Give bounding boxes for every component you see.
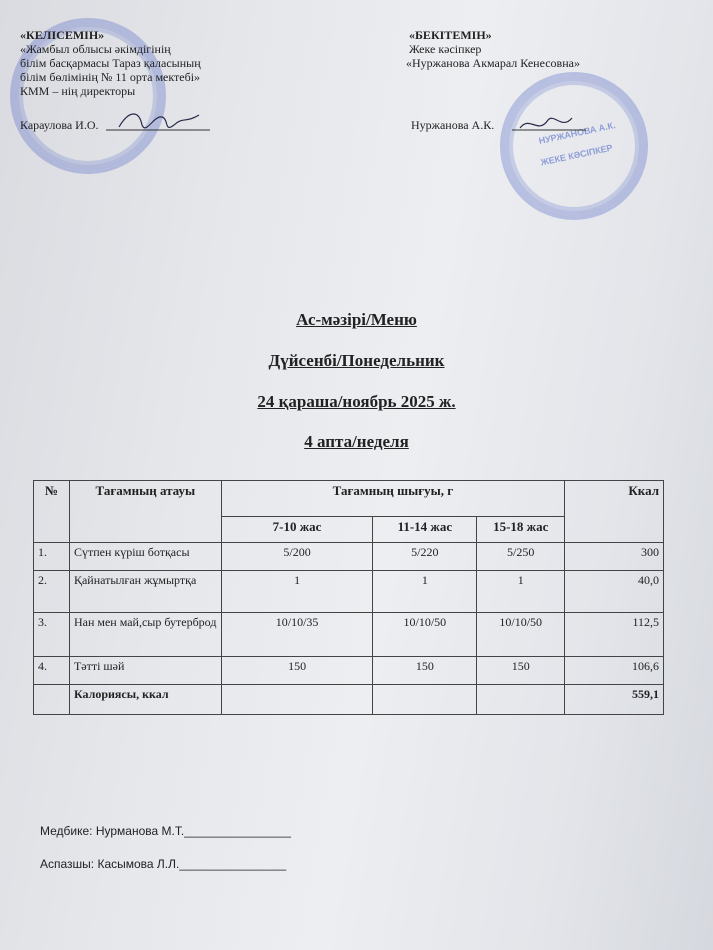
total-empty: [477, 685, 565, 715]
title-week: 4 апта/неделя: [304, 432, 409, 451]
left-header-title: «КЕЛІСЕМІН»: [20, 28, 105, 42]
left-signer: Караулова И.О.: [20, 118, 99, 132]
right-stamp-text1: НУРЖАНОВА А.К.: [537, 119, 617, 147]
row-a2: 5/220: [373, 543, 477, 571]
title-date: 24 қараша/ноябрь 2025 ж.: [257, 392, 456, 411]
total-label: Калориясы, ккал: [69, 685, 221, 715]
table-header-row: [34, 481, 664, 517]
header-kcal: Ккал: [565, 481, 664, 543]
table-row: [34, 571, 664, 613]
left-header-line1: «Жамбыл облысы әкімдігінің: [20, 42, 171, 56]
row-kcal: 40,0: [565, 571, 664, 613]
row-num: 2.: [34, 571, 70, 613]
row-a1: 10/10/35: [221, 613, 373, 657]
row-a3: 1: [477, 571, 565, 613]
left-header-line4: КММ – нің директоры: [20, 84, 136, 98]
total-empty: [221, 685, 373, 715]
row-a3: 5/250: [477, 543, 565, 571]
left-header-line3: білім бөлімінің № 11 орта мектебі»: [20, 70, 201, 84]
row-a2: 150: [373, 657, 477, 685]
row-name: Қайнатылған жұмыртқа: [69, 571, 221, 613]
table-total-row: [34, 685, 664, 715]
row-name: Тәтті шәй: [69, 657, 221, 685]
total-empty: [34, 685, 70, 715]
row-kcal: 112,5: [565, 613, 664, 657]
right-header-line2: «Нуржанова Акмарал Кенесовна»: [406, 56, 580, 70]
right-signature: [510, 110, 590, 140]
right-stamp-text2: ЖЕКЕ КӘСІПКЕР: [539, 142, 614, 168]
header-age3: 15-18 жас: [477, 517, 565, 543]
table-row: [34, 657, 664, 685]
table-row: [34, 613, 664, 657]
row-name: Сүтпен күріш ботқасы: [69, 543, 221, 571]
right-stamp: [500, 72, 648, 220]
header-age2: 11-14 жас: [373, 517, 477, 543]
header-num: №: [34, 481, 70, 543]
row-a3: 10/10/50: [477, 613, 565, 657]
row-kcal: 300: [565, 543, 664, 571]
row-a2: 10/10/50: [373, 613, 477, 657]
title-day: Дүйсенбі/Понедельник: [268, 351, 445, 370]
footer-cook: Аспазшы: Касымова Л.Л.________________: [40, 857, 287, 871]
row-name: Нан мен май,сыр бутерброд: [69, 613, 221, 657]
row-a1: 5/200: [221, 543, 373, 571]
row-num: 4.: [34, 657, 70, 685]
title-menu: Ас-мәзірі/Меню: [296, 310, 417, 329]
left-signature: [104, 105, 214, 140]
row-a2: 1: [373, 571, 477, 613]
footer-nurse: Медбике: Нурманова М.Т.________________: [40, 824, 291, 838]
left-header-line2: білім басқармасы Тараз қаласының: [20, 56, 201, 70]
header-output: Тағамның шығуы, г: [221, 481, 564, 517]
total-value: 559,1: [565, 685, 664, 715]
header-age1: 7-10 жас: [221, 517, 373, 543]
table-row: [34, 543, 664, 571]
row-kcal: 106,6: [565, 657, 664, 685]
total-empty: [373, 685, 477, 715]
row-a1: 150: [221, 657, 373, 685]
header-name: Тағамның атауы: [69, 481, 221, 543]
row-num: 3.: [34, 613, 70, 657]
row-a1: 1: [221, 571, 373, 613]
row-num: 1.: [34, 543, 70, 571]
menu-table: [33, 480, 664, 715]
right-header-title: «БЕКІТЕМІН»: [409, 28, 492, 42]
row-a3: 150: [477, 657, 565, 685]
right-signer: Нуржанова А.К.: [411, 118, 495, 132]
right-header-line1: Жеке кәсіпкер: [409, 42, 482, 56]
